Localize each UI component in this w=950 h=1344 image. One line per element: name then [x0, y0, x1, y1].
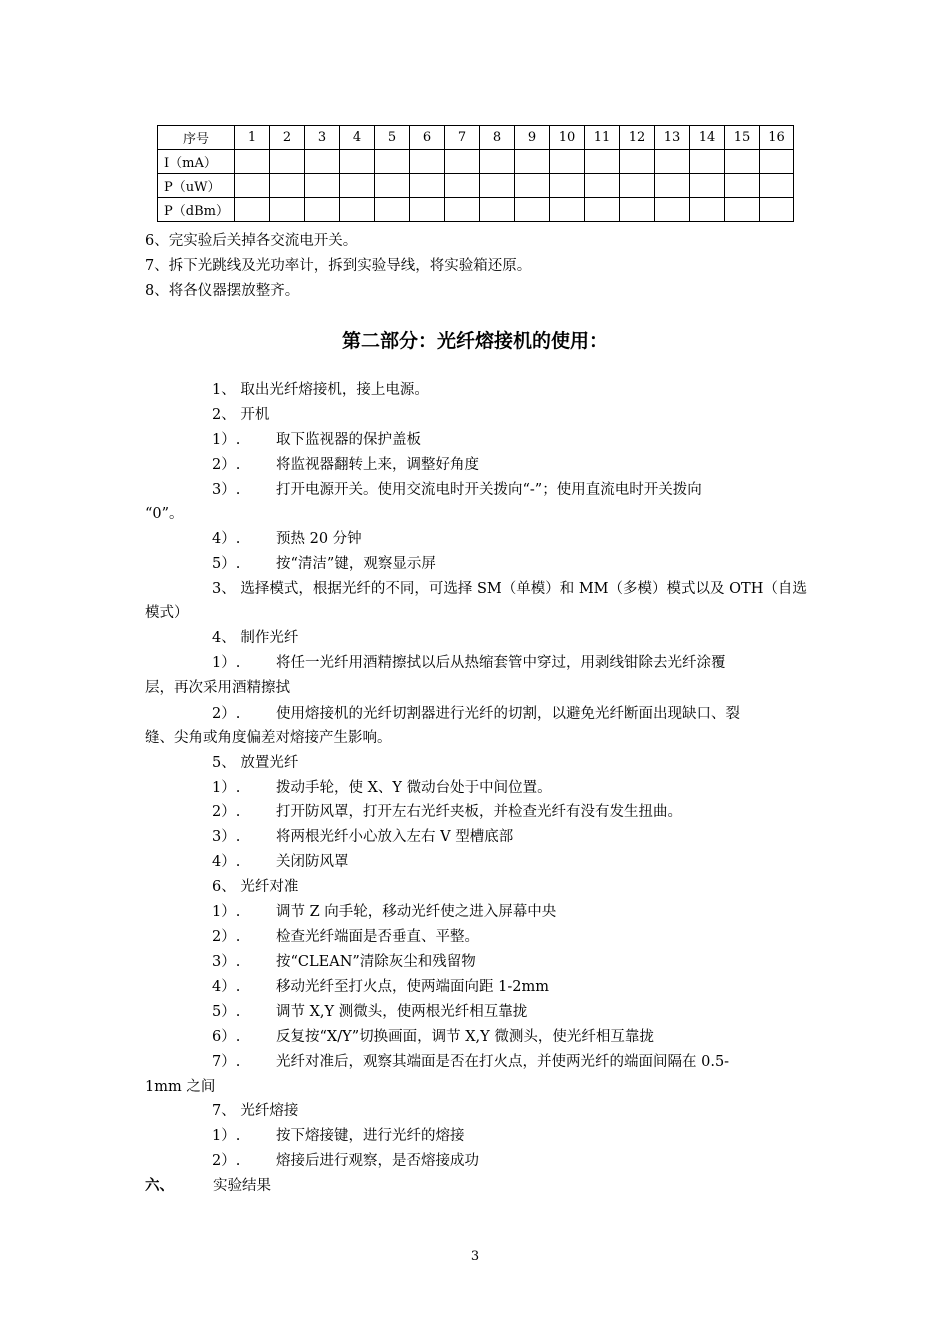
table-cell — [585, 174, 620, 198]
substep-text: 取下监视器的保护盖板 — [276, 432, 421, 448]
table-cell — [550, 198, 585, 222]
substep-number: 3）. — [212, 954, 241, 970]
substep-number: 4）. — [212, 979, 241, 995]
table-row — [158, 174, 794, 198]
continuation-line: 缝、尖角或角度偏差对熔接产生影响。 — [145, 730, 392, 746]
table-cell — [480, 174, 515, 198]
substep-line — [212, 1126, 465, 1146]
step-line: 4、 制作光纤 — [212, 630, 299, 646]
table-header-cell: 14 — [690, 126, 725, 150]
substep-number: 1）. — [212, 432, 241, 448]
table-header-cell: 序号 — [158, 126, 235, 150]
table-cell — [760, 198, 794, 222]
continuation-line: 模式） — [145, 605, 189, 621]
table-header-cell: 1 — [235, 126, 270, 150]
substep-number: 1）. — [212, 780, 241, 796]
substep-line — [212, 529, 362, 549]
substep-number: 5）. — [212, 556, 241, 572]
substep-number: 5）. — [212, 1004, 241, 1020]
substep-number: 6）. — [212, 1029, 241, 1045]
table-cell — [690, 150, 725, 174]
substep-text: 打开防风罩，打开左右光纤夹板，并检查光纤有没有发生扭曲。 — [276, 804, 682, 820]
continuation-line: 层，再次采用酒精擦拭 — [145, 680, 290, 696]
table-header-cell: 12 — [620, 126, 655, 150]
substep-line — [212, 455, 479, 475]
table-cell — [620, 198, 655, 222]
step-line: 3、 选择模式，根据光纤的不同，可选择 SM（单模）和 MM（多模）模式以及 OTH（自选 — [212, 581, 807, 597]
table-header-cell: 16 — [760, 126, 794, 150]
substep-number: 3）. — [212, 482, 241, 498]
step-line: 6、 光纤对准 — [212, 879, 299, 895]
row-label-power-uw: P（uW） — [158, 174, 235, 198]
substep-text: 将任一光纤用酒精擦拭以后从热缩套管中穿过，用剥线钳除去光纤涂覆 — [276, 655, 726, 671]
substep-line — [212, 827, 513, 847]
step-line: 5、 放置光纤 — [212, 755, 299, 771]
substep-number: 1）. — [212, 904, 241, 920]
result-section-heading — [145, 1176, 271, 1196]
substep-line — [212, 802, 682, 822]
substep-text: 将两根光纤小心放入左右 V 型槽底部 — [276, 829, 514, 845]
substep-text: 按“CLEAN”清除灰尘和残留物 — [276, 954, 476, 970]
table-cell — [270, 198, 305, 222]
table-cell — [305, 198, 340, 222]
table-cell — [235, 174, 270, 198]
substep-number: 2）. — [212, 457, 241, 473]
table-cell — [235, 150, 270, 174]
table-header-cell: 7 — [445, 126, 480, 150]
substep-number: 7）. — [212, 1054, 241, 1070]
step-line: 1、 取出光纤熔接机，接上电源。 — [212, 382, 429, 398]
substep-text: 按“清洁”键，观察显示屏 — [276, 556, 436, 572]
substep-line — [212, 977, 549, 997]
table-cell — [550, 150, 585, 174]
step-line: 6、完实验后关掉各交流电开关。 — [145, 233, 358, 249]
table-cell — [585, 198, 620, 222]
table-cell — [270, 150, 305, 174]
section-title: 第二部分：光纤熔接机的使用： — [341, 330, 608, 352]
table-cell — [410, 198, 445, 222]
table-cell — [515, 150, 550, 174]
table-row — [158, 198, 794, 222]
row-label-current: I（mA） — [158, 150, 235, 174]
table-cell — [375, 198, 410, 222]
substep-line — [212, 952, 476, 972]
substep-text: 预热 20 分钟 — [276, 531, 362, 547]
substep-text: 熔接后进行观察，是否熔接成功 — [276, 1153, 479, 1169]
substep-text: 反复按“X/Y”切换画面，调节 X,Y 微测头，使光纤相互靠拢 — [276, 1029, 654, 1045]
substep-text: 将监视器翻转上来，调整好角度 — [276, 457, 479, 473]
substep-number: 1）. — [212, 1128, 241, 1144]
substep-text: 检查光纤端面是否垂直、平整。 — [276, 929, 479, 945]
substep-line — [212, 554, 436, 574]
substep-text: 光纤对准后，观察其端面是否在打火点，并使两光纤的端面间隔在 0.5- — [276, 1054, 730, 1070]
continuation-line: 1mm 之间 — [145, 1079, 216, 1095]
table-header-cell: 2 — [270, 126, 305, 150]
table-header-cell: 5 — [375, 126, 410, 150]
substep-line — [212, 480, 702, 500]
substep-number: 4）. — [212, 531, 241, 547]
table-cell — [550, 174, 585, 198]
step-line: 7、 光纤熔接 — [212, 1103, 299, 1119]
substep-line — [212, 778, 552, 798]
substep-line — [212, 1151, 479, 1171]
table-header-cell: 6 — [410, 126, 445, 150]
table-cell — [410, 174, 445, 198]
substep-number: 2）. — [212, 1153, 241, 1169]
table-header-row — [158, 126, 794, 150]
substep-number: 2）. — [212, 929, 241, 945]
table-header-cell: 11 — [585, 126, 620, 150]
table-header-cell: 15 — [725, 126, 760, 150]
table-header-cell: 10 — [550, 126, 585, 150]
table-cell — [445, 174, 480, 198]
table-header-cell: 13 — [655, 126, 690, 150]
substep-text: 拨动手轮，使 X、Y 微动台处于中间位置。 — [276, 780, 552, 796]
substep-text: 调节 X,Y 测微头，使两根光纤相互靠拢 — [276, 1004, 528, 1020]
table-cell — [445, 198, 480, 222]
table-cell — [375, 174, 410, 198]
table-cell — [655, 198, 690, 222]
table-cell — [655, 174, 690, 198]
substep-line — [212, 927, 479, 947]
table-cell — [340, 150, 375, 174]
page-number: 3 — [470, 1249, 480, 1264]
table-cell — [305, 174, 340, 198]
table-cell — [760, 150, 794, 174]
substep-number: 2）. — [212, 706, 241, 722]
substep-number: 4）. — [212, 854, 241, 870]
table-header-cell: 8 — [480, 126, 515, 150]
table-cell — [585, 150, 620, 174]
table-cell — [480, 198, 515, 222]
table-cell — [375, 150, 410, 174]
table-cell — [725, 174, 760, 198]
table-cell — [690, 174, 725, 198]
table-cell — [725, 198, 760, 222]
substep-text: 使用熔接机的光纤切割器进行光纤的切割，以避免光纤断面出现缺口、裂 — [276, 706, 740, 722]
table-cell — [235, 198, 270, 222]
table-cell — [445, 150, 480, 174]
substep-line — [212, 852, 349, 872]
table-header-cell: 9 — [515, 126, 550, 150]
substep-text: 打开电源开关。使用交流电时开关拨向“-”；使用直流电时开关拨向 — [276, 482, 702, 498]
substep-line — [212, 902, 556, 922]
continuation-line: “0”。 — [145, 506, 184, 522]
table-cell — [655, 150, 690, 174]
step-line: 8、将各仪器摆放整齐。 — [145, 283, 300, 299]
substep-text: 调节 Z 向手轮，移动光纤使之进入屏幕中央 — [276, 904, 557, 920]
step-line: 7、拆下光跳线及光功率计，拆到实验导线，将实验箱还原。 — [145, 258, 532, 274]
table-cell — [340, 174, 375, 198]
table-cell — [515, 174, 550, 198]
table-header-cell: 4 — [340, 126, 375, 150]
step-line: 2、 开机 — [212, 407, 270, 423]
substep-number: 2）. — [212, 804, 241, 820]
table-cell — [270, 174, 305, 198]
table-header-cell: 3 — [305, 126, 340, 150]
substep-line — [212, 430, 421, 450]
substep-line — [212, 1052, 729, 1072]
substep-line — [212, 1027, 654, 1047]
table-cell — [620, 150, 655, 174]
result-section-number: 六、 — [145, 1177, 174, 1194]
table-cell — [620, 174, 655, 198]
measurement-table — [157, 125, 794, 222]
substep-text: 按下熔接键，进行光纤的熔接 — [276, 1128, 465, 1144]
table-cell — [480, 150, 515, 174]
substep-line — [212, 1002, 527, 1022]
table-cell — [410, 150, 445, 174]
table-cell — [690, 198, 725, 222]
table-cell — [760, 174, 794, 198]
table-cell — [725, 150, 760, 174]
table-cell — [515, 198, 550, 222]
substep-text: 移动光纤至打火点，使两端面向距 1-2mm — [276, 979, 549, 995]
substep-number: 3）. — [212, 829, 241, 845]
table-cell — [340, 198, 375, 222]
result-section-label: 实验结果 — [213, 1178, 271, 1194]
substep-line — [212, 704, 740, 724]
row-label-power-dbm: P（dBm） — [158, 198, 235, 222]
table-cell — [305, 150, 340, 174]
substep-text: 关闭防风罩 — [276, 854, 349, 870]
substep-line — [212, 653, 726, 673]
table-row — [158, 150, 794, 174]
substep-number: 1）. — [212, 655, 241, 671]
